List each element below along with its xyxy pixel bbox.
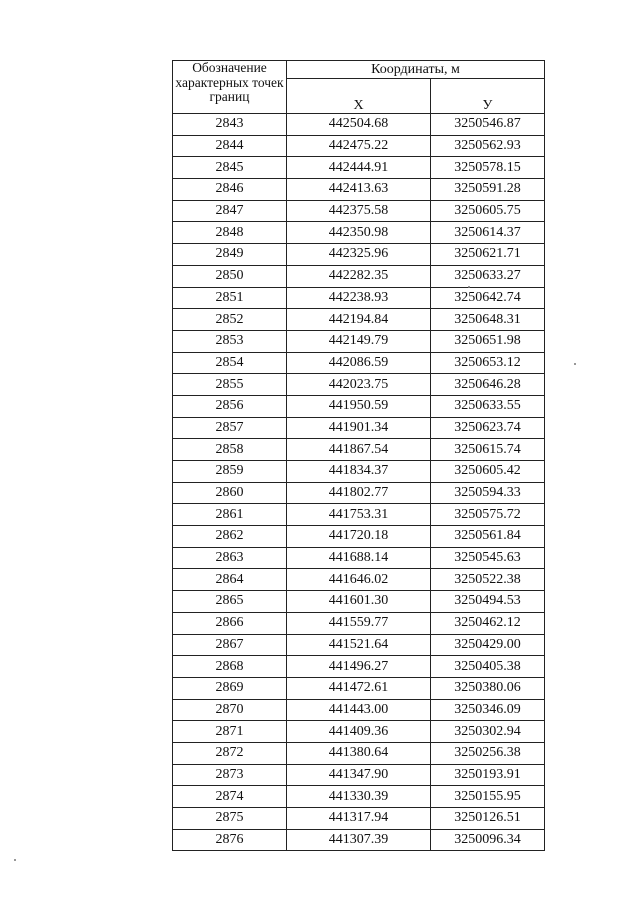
x-coordinate-cell: 441559.77 (287, 612, 431, 634)
y-coordinate-cell: 3250256.38 (431, 742, 545, 764)
point-number-cell: 2874 (173, 786, 287, 808)
y-coordinate-cell: 3250405.38 (431, 656, 545, 678)
table-row (173, 461, 545, 483)
y-coordinate-cell: 3250575.72 (431, 504, 545, 526)
coordinates-table (172, 60, 545, 851)
table-row (173, 244, 545, 266)
y-coordinate-cell: 3250429.00 (431, 634, 545, 656)
y-coordinate-cell: 3250621.71 (431, 244, 545, 266)
table-row (173, 309, 545, 331)
table-row (173, 612, 545, 634)
y-coordinate-cell: 3250546.87 (431, 114, 545, 136)
point-number-cell: 2868 (173, 656, 287, 678)
y-coordinate-cell: 3250648.31 (431, 309, 545, 331)
point-number-cell: 2857 (173, 417, 287, 439)
x-coordinate-cell: 442375.58 (287, 200, 431, 222)
y-coordinate-cell: 3250651.98 (431, 330, 545, 352)
table-row (173, 829, 545, 851)
point-number-cell: 2866 (173, 612, 287, 634)
point-number-cell: 2869 (173, 677, 287, 699)
x-coordinate-cell: 441380.64 (287, 742, 431, 764)
point-number-cell: 2848 (173, 222, 287, 244)
table-body (173, 114, 545, 851)
point-number-cell: 2850 (173, 265, 287, 287)
table-row (173, 417, 545, 439)
point-number-cell: 2855 (173, 374, 287, 396)
x-coordinate-cell: 442282.35 (287, 265, 431, 287)
point-number-cell: 2865 (173, 591, 287, 613)
y-coordinate-cell: 3250578.15 (431, 157, 545, 179)
y-coordinate-cell: 3250346.09 (431, 699, 545, 721)
y-coordinate-cell: 3250623.74 (431, 417, 545, 439)
x-coordinate-cell: 441601.30 (287, 591, 431, 613)
scan-speck (574, 363, 576, 365)
scan-speck (14, 859, 16, 861)
table-row (173, 287, 545, 309)
point-number-cell: 2854 (173, 352, 287, 374)
table-row (173, 699, 545, 721)
point-number-cell: 2844 (173, 135, 287, 157)
y-coordinate-cell: 3250302.94 (431, 721, 545, 743)
point-number-cell: 2853 (173, 330, 287, 352)
point-number-cell: 2856 (173, 395, 287, 417)
y-coordinate-cell: 3250591.28 (431, 179, 545, 201)
point-number-cell: 2846 (173, 179, 287, 201)
table-row (173, 265, 545, 287)
x-coordinate-cell: 442023.75 (287, 374, 431, 396)
point-number-cell: 2861 (173, 504, 287, 526)
point-number-cell: 2860 (173, 482, 287, 504)
y-coordinate-cell: 3250594.33 (431, 482, 545, 504)
point-number-cell: 2849 (173, 244, 287, 266)
x-coordinate-cell: 442238.93 (287, 287, 431, 309)
y-coordinate-cell: 3250462.12 (431, 612, 545, 634)
point-number-cell: 2858 (173, 439, 287, 461)
point-number-cell: 2876 (173, 829, 287, 851)
table-row (173, 808, 545, 830)
point-number-cell: 2870 (173, 699, 287, 721)
x-coordinate-cell: 441753.31 (287, 504, 431, 526)
point-number-cell: 2867 (173, 634, 287, 656)
x-coordinate-cell: 442325.96 (287, 244, 431, 266)
y-coordinate-cell: 3250193.91 (431, 764, 545, 786)
y-coordinate-cell: 3250646.28 (431, 374, 545, 396)
y-coordinate-cell: 3250522.38 (431, 569, 545, 591)
scan-speck (468, 286, 470, 288)
y-coordinate-cell: 3250633.55 (431, 395, 545, 417)
x-coordinate-cell: 441646.02 (287, 569, 431, 591)
y-coordinate-cell: 3250605.42 (431, 461, 545, 483)
x-coordinate-cell: 441720.18 (287, 526, 431, 548)
table-row (173, 504, 545, 526)
point-number-cell: 2872 (173, 742, 287, 764)
table-row (173, 764, 545, 786)
table-row (173, 200, 545, 222)
point-number-cell: 2843 (173, 114, 287, 136)
table-row (173, 634, 545, 656)
point-number-cell: 2847 (173, 200, 287, 222)
x-coordinate-cell: 442194.84 (287, 309, 431, 331)
y-coordinate-cell: 3250126.51 (431, 808, 545, 830)
x-column-header: X (287, 79, 431, 114)
y-coordinate-cell: 3250545.63 (431, 547, 545, 569)
coordinates-header: Координаты, м (287, 61, 545, 79)
table-row (173, 547, 545, 569)
y-coordinate-cell: 3250642.74 (431, 287, 545, 309)
point-number-cell: 2864 (173, 569, 287, 591)
y-column-header: У (431, 79, 545, 114)
x-coordinate-cell: 442086.59 (287, 352, 431, 374)
point-number-cell: 2863 (173, 547, 287, 569)
x-coordinate-cell: 441317.94 (287, 808, 431, 830)
y-coordinate-cell: 3250096.34 (431, 829, 545, 851)
point-number-cell: 2852 (173, 309, 287, 331)
table-row (173, 374, 545, 396)
x-coordinate-cell: 442444.91 (287, 157, 431, 179)
table-row (173, 569, 545, 591)
x-coordinate-cell: 441496.27 (287, 656, 431, 678)
table-row (173, 395, 545, 417)
y-coordinate-cell: 3250605.75 (431, 200, 545, 222)
point-number-cell: 2875 (173, 808, 287, 830)
x-coordinate-cell: 441950.59 (287, 395, 431, 417)
y-coordinate-cell: 3250614.37 (431, 222, 545, 244)
table-row (173, 330, 545, 352)
x-coordinate-cell: 441443.00 (287, 699, 431, 721)
x-coordinate-cell: 441802.77 (287, 482, 431, 504)
table-row (173, 135, 545, 157)
point-number-cell: 2859 (173, 461, 287, 483)
x-coordinate-cell: 442413.63 (287, 179, 431, 201)
table-row (173, 179, 545, 201)
table-row (173, 157, 545, 179)
y-coordinate-cell: 3250653.12 (431, 352, 545, 374)
x-coordinate-cell: 441867.54 (287, 439, 431, 461)
table-row (173, 222, 545, 244)
y-coordinate-cell: 3250561.84 (431, 526, 545, 548)
x-coordinate-cell: 442350.98 (287, 222, 431, 244)
point-number-cell: 2851 (173, 287, 287, 309)
x-coordinate-cell: 441472.61 (287, 677, 431, 699)
x-coordinate-cell: 441521.64 (287, 634, 431, 656)
table-row (173, 526, 545, 548)
table-row (173, 439, 545, 461)
x-coordinate-cell: 441347.90 (287, 764, 431, 786)
x-coordinate-cell: 442149.79 (287, 330, 431, 352)
table-row (173, 656, 545, 678)
point-number-cell: 2873 (173, 764, 287, 786)
table-row (173, 591, 545, 613)
y-coordinate-cell: 3250494.53 (431, 591, 545, 613)
x-coordinate-cell: 442504.68 (287, 114, 431, 136)
x-coordinate-cell: 441901.34 (287, 417, 431, 439)
table-row (173, 482, 545, 504)
y-coordinate-cell: 3250155.95 (431, 786, 545, 808)
y-coordinate-cell: 3250633.27 (431, 265, 545, 287)
x-coordinate-cell: 441409.36 (287, 721, 431, 743)
table-row (173, 786, 545, 808)
point-number-cell: 2845 (173, 157, 287, 179)
y-coordinate-cell: 3250380.06 (431, 677, 545, 699)
table-row (173, 114, 545, 136)
x-coordinate-cell: 442475.22 (287, 135, 431, 157)
x-coordinate-cell: 441330.39 (287, 786, 431, 808)
table-row (173, 677, 545, 699)
table-row (173, 352, 545, 374)
x-coordinate-cell: 441834.37 (287, 461, 431, 483)
table-row (173, 742, 545, 764)
y-coordinate-cell: 3250615.74 (431, 439, 545, 461)
point-number-cell: 2862 (173, 526, 287, 548)
table-header (173, 61, 545, 114)
point-number-cell: 2871 (173, 721, 287, 743)
designation-header: Обозначение характерных точек границ (173, 61, 287, 114)
table-row (173, 721, 545, 743)
x-coordinate-cell: 441307.39 (287, 829, 431, 851)
x-coordinate-cell: 441688.14 (287, 547, 431, 569)
y-coordinate-cell: 3250562.93 (431, 135, 545, 157)
